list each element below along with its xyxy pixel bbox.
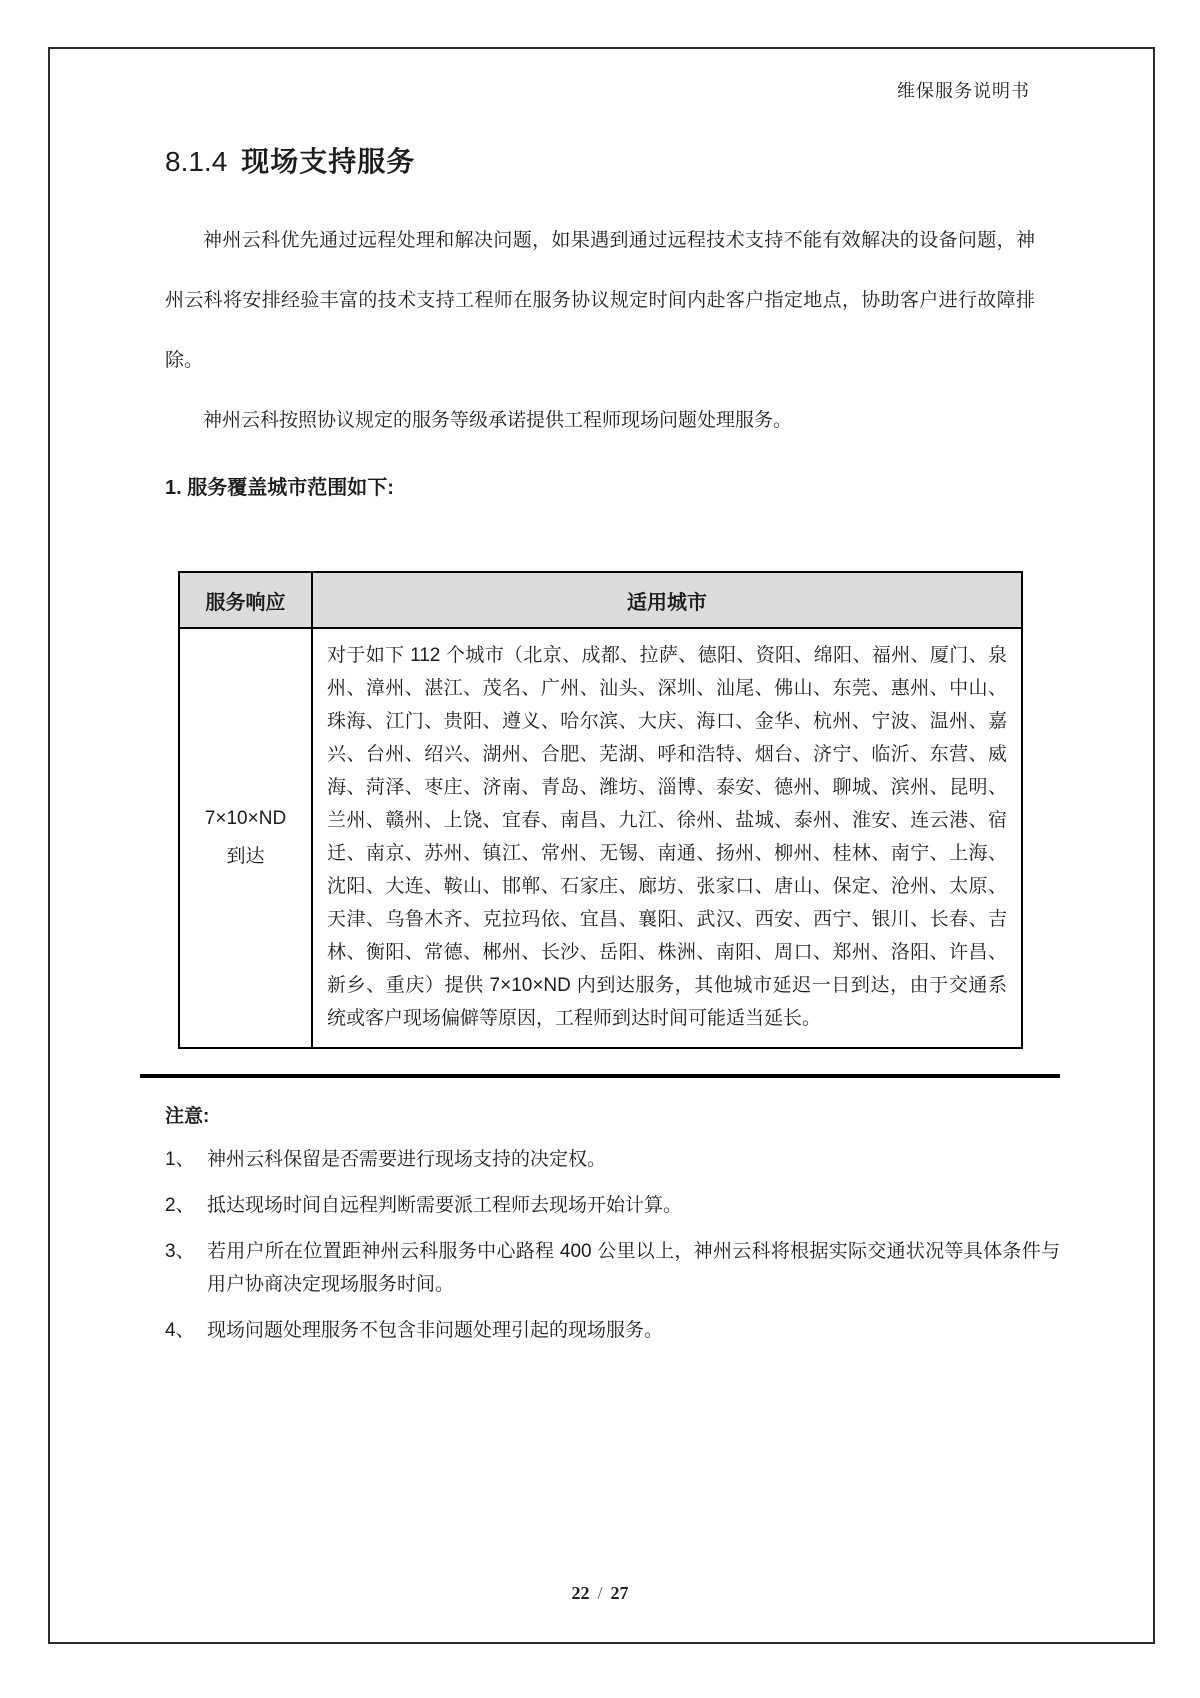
response-arrival: 到达 [226, 846, 265, 867]
note-item-4 [165, 1314, 1060, 1347]
paragraph-intro: 神州云科优先通过远程处理和解决问题，如果遇到通过远程技术支持不能有效解决的设备问题，神州云科将安排经验丰富的技术支持工程师在服务协议规定时间内赴客户指定地点，协助客户进行故障排除。 [165, 230, 1035, 371]
note-number: 3、 [165, 1241, 195, 1262]
section-title: 现场支持服务 [241, 146, 416, 177]
note-text: 若用户所在位置距神州云科服务中心路程 400 公里以上，神州云科将根据实际交通状况等具体条件与用户协商决定现场服务时间。 [207, 1241, 1060, 1295]
thick-divider-rule [140, 1074, 1060, 1078]
running-header: 维保服务说明书 [897, 81, 1030, 101]
page-number-total: 27 [610, 1583, 629, 1603]
notes-title: 注意: [165, 1106, 210, 1127]
section-heading [165, 145, 1060, 179]
note-text: 现场问题处理服务不包含非问题处理引起的现场服务。 [207, 1320, 664, 1341]
note-item-1 [165, 1143, 1060, 1176]
note-text: 抵达现场时间自远程判断需要派工程师去现场开始计算。 [207, 1195, 683, 1216]
table-row [179, 628, 1022, 1048]
note-number: 4、 [165, 1320, 195, 1341]
table-head [179, 572, 1022, 628]
page-footer [0, 1583, 1200, 1604]
list-heading-coverage: 1. 服务覆盖城市范围如下: [165, 477, 394, 499]
page-content [140, 47, 1060, 1347]
page-number-current: 22 [571, 1583, 590, 1603]
header-cell-service-response: 服务响应 [179, 572, 312, 628]
note-item-3 [165, 1235, 1060, 1301]
note-number: 1、 [165, 1149, 195, 1170]
table-body [179, 628, 1022, 1048]
page-number-separator: / [597, 1583, 603, 1603]
cell-service-response [179, 628, 312, 1048]
service-coverage-table [178, 571, 1023, 1049]
paragraph-commitment: 神州云科按照协议规定的服务等级承诺提供工程师现场问题处理服务。 [203, 410, 793, 431]
note-number: 2、 [165, 1195, 195, 1216]
note-text: 神州云科保留是否需要进行现场支持的决定权。 [207, 1149, 607, 1170]
note-item-2 [165, 1189, 1060, 1222]
cell-applicable-cities: 对于如下 112 个城市（北京、成都、拉萨、德阳、资阳、绵阳、福州、厦门、泉州、漳州、湛江、茂名、广州、汕头、深圳、汕尾、佛山、东莞、惠州、中山、珠海、江门、贵阳、遵义、哈尔滨、大庆、海口、金华、杭州、宁波、温州、嘉兴、台州、绍兴、湖州、合肥、芜湖、呼和浩特、烟台、济宁、临沂、东营、威海、菏泽、枣庄、济南、青岛、潍坊、淄博、泰安、德州、聊城、滨州、昆明、兰州、赣州、上饶、宜春、南昌、九江、徐州、盐城、泰州、淮安、连云港、宿迁、南京、苏州、镇江、常州、无锡、南通、扬州、柳州、桂林、南宁、上海、沈阳、大连、鞍山、邯郸、石家庄、廊坊、张家口、唐山、保定、沧州、太原、天津、乌鲁木齐、克拉玛依、宜昌、襄阳、武汉、西安、西宁、银川、长春、吉林、衡阳、常德、郴州、长沙、岳阳、株洲、南阳、周口、郑州、洛阳、许昌、新乡、重庆）提供 7×10×ND 内到达服务，其他城市延迟一日到达，由于交通系统或客户现场偏僻等原因，工程师到达时间可能适当延长。 [312, 628, 1022, 1048]
table-header-row [179, 572, 1022, 628]
response-level: 7×10×ND [204, 808, 287, 829]
section-number: 8.1.4 [165, 146, 228, 177]
header-cell-applicable-cities: 适用城市 [312, 572, 1022, 628]
